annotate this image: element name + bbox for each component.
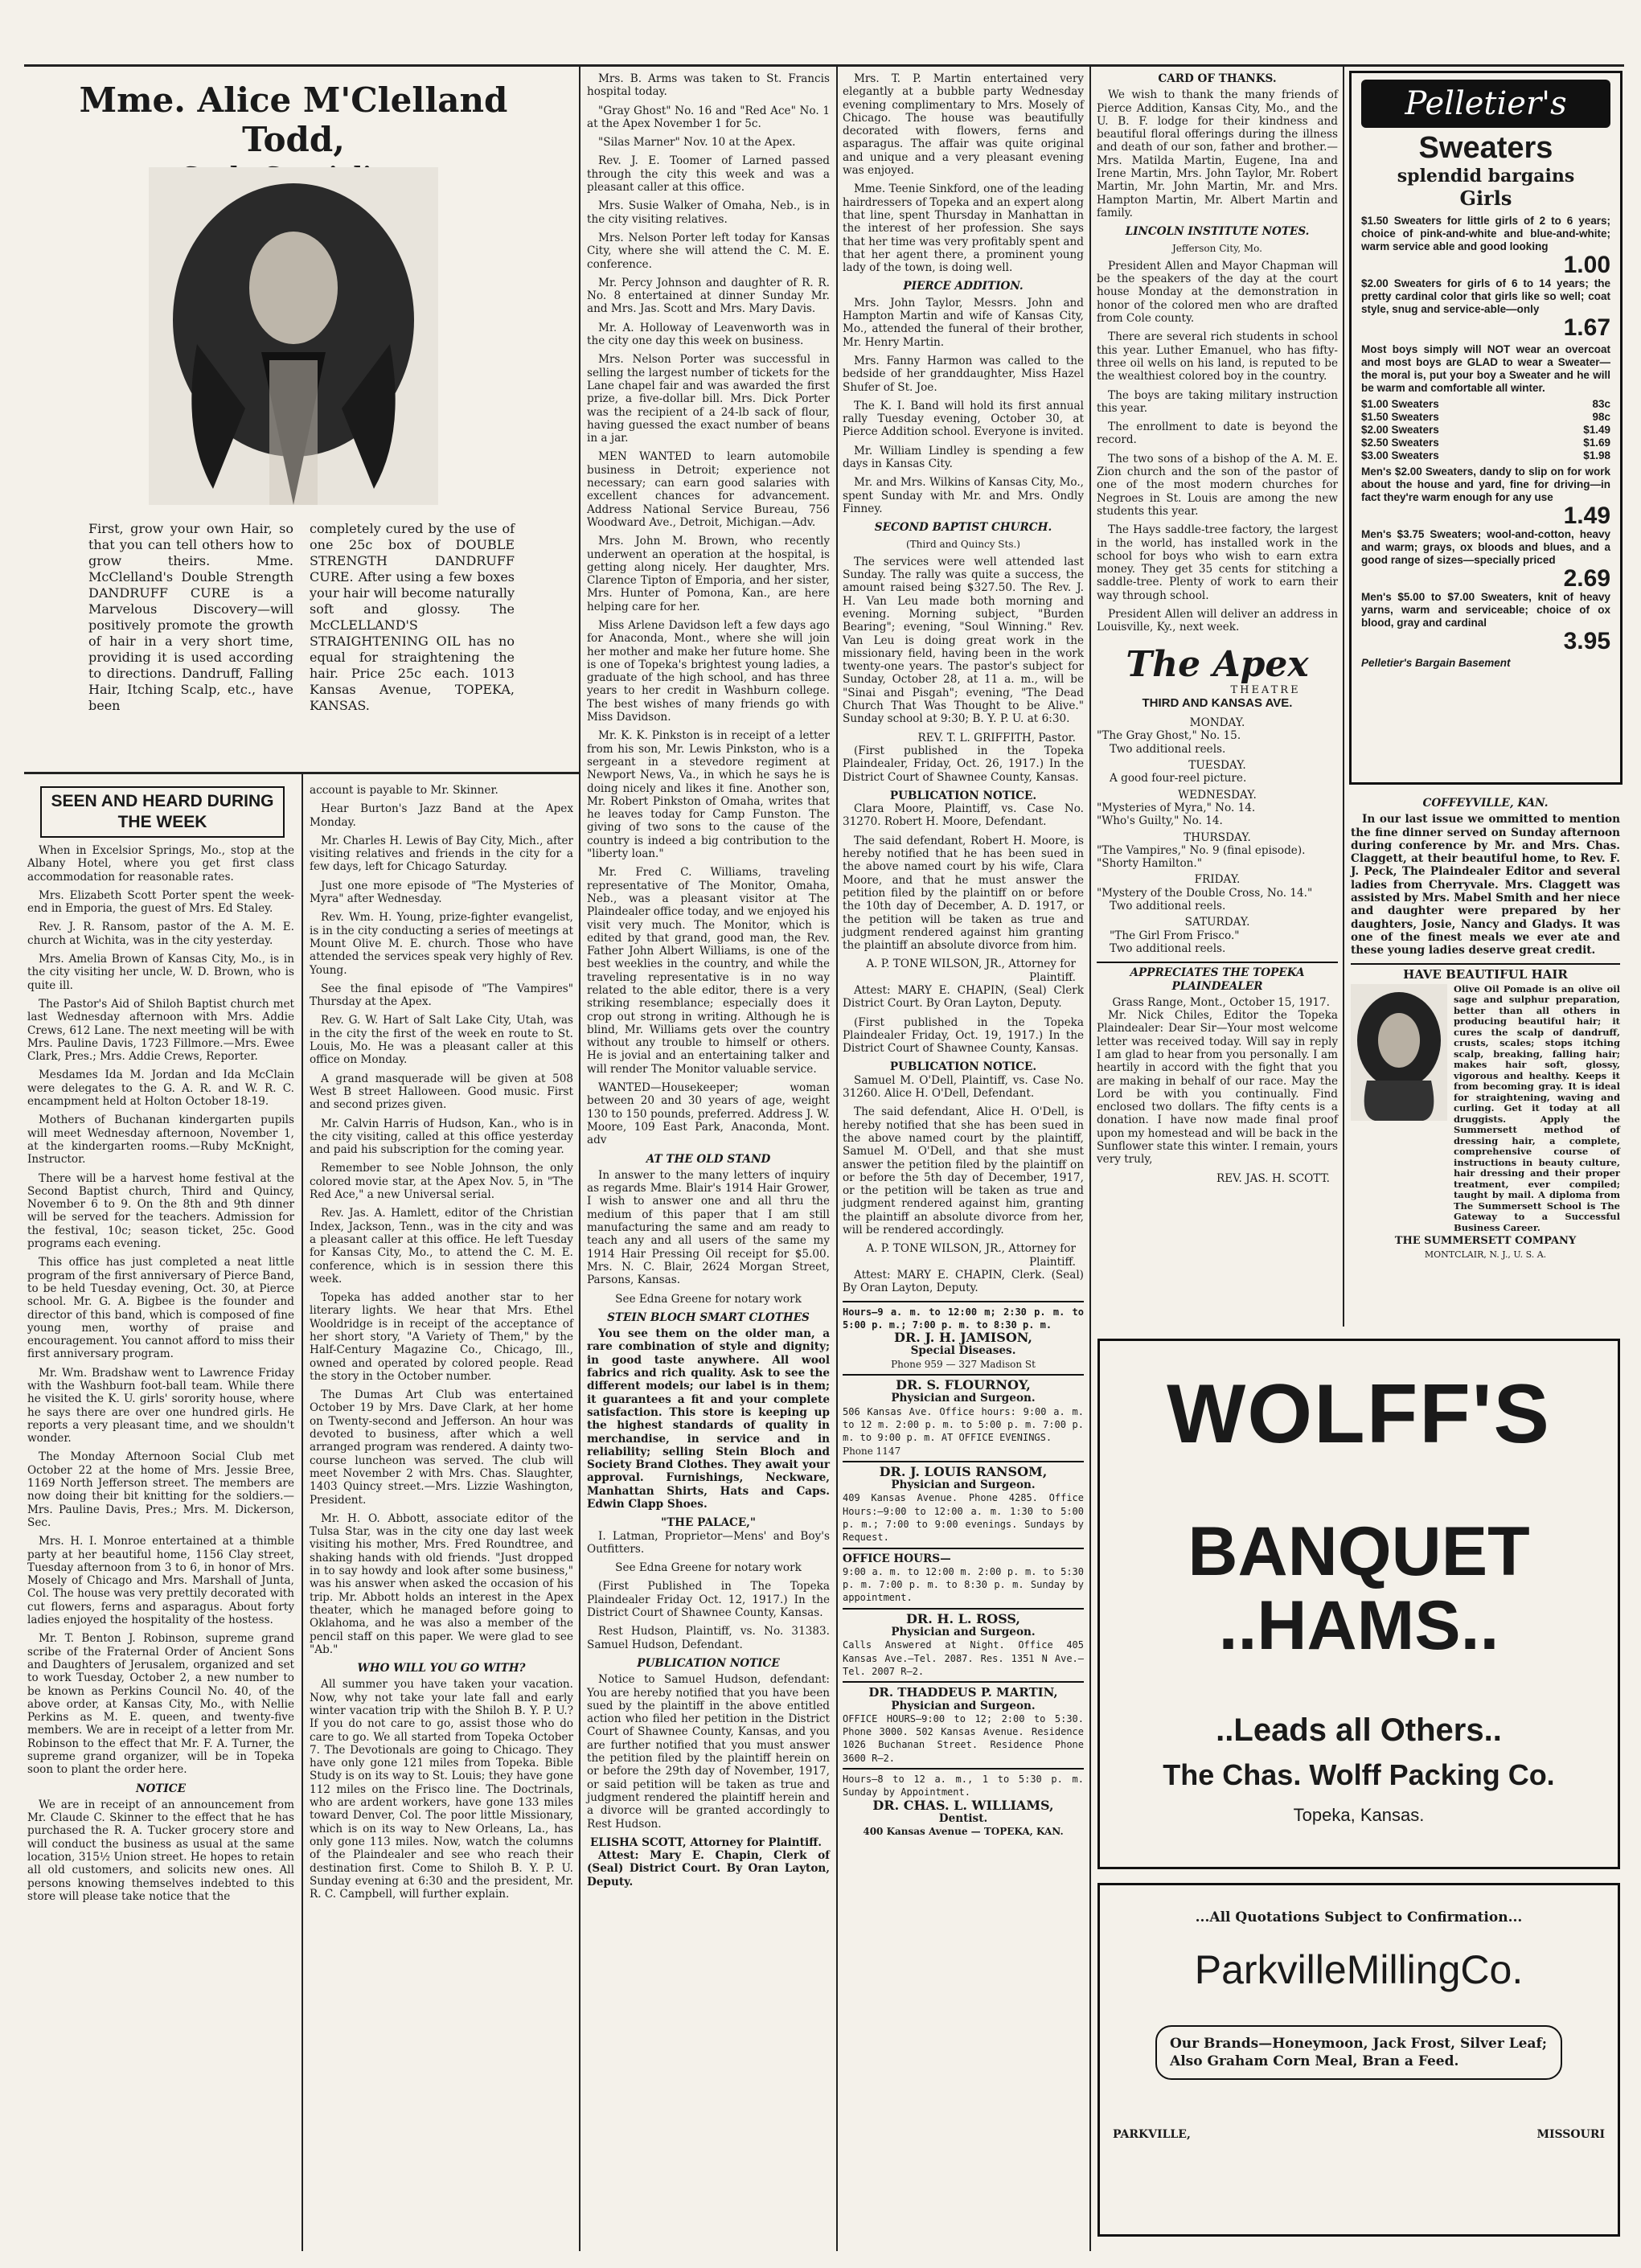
hair-ad-company: THE SUMMERSETT COMPANY xyxy=(1394,1235,1577,1248)
news-item: Mr. Wm. Bradshaw went to Lawrence Friday with the Washburn foot-ball team. While there he visited the K. U. girls' sorority house, where he says there are over one hundred girls. He reports a very pleasant time, and we shouldn't wonder. xyxy=(27,1366,294,1446)
odell-parties: Samuel M. O'Dell, Plaintiff, vs. Case No. 31260. Alice H. O'Dell, Defendant. xyxy=(843,1073,1084,1101)
old-stand-text: In answer to the many letters of inquiry as regards Mme. Blair's 1914 Hair Grower, I wish to answer one and all thru the medium of this paper that I am still manufacturing the same and am ready to teach any and all users of the same my 1914 Hair Pressing Oil receipt for $5.00. Mrs. N. C. Blair, 2624 Morgan Street, Parsons, Kansas. xyxy=(587,1168,830,1287)
hudson-attest: Attest: Mary E. Chapin, Clerk of (Seal) District Court. By Oran Layton, Deputy. xyxy=(587,1849,830,1889)
pelletier-ad xyxy=(1349,71,1623,785)
doctor-card xyxy=(843,1768,1084,1838)
pierce-item: Mrs. Fanny Harmon was called to the bedside of her granddaughter, Miss Hazel Shufer of St. Joe. xyxy=(843,354,1084,394)
thanks-heading: CARD OF THANKS. xyxy=(1158,72,1277,85)
hudson-parties: Rest Hudson, Plaintiff, vs. No. 31383. Samuel Hudson, Defendant. xyxy=(587,1625,830,1651)
column-3 xyxy=(587,72,830,1894)
price-value: 98c xyxy=(1592,411,1610,423)
news-item: Mr. K. K. Pinkston is in receipt of a letter from his son, Mr. Lewis Pinkston, who is a sergeant in a stevedore regiment at Newport News, Va., in which he says he is doing nicely and likes it fine. Another son, Mr. Robert Pinkston of Omaha, writes that he leaves today for Camp Funston. The giving of two sons to the cause of the country is indeed a big contribution to the "liberty loan." xyxy=(587,729,830,861)
pierce-item: Mr. William Lindley is spending a few days in Kansas City. xyxy=(843,444,1084,471)
moore-pub: (First published in the Topeka Plaindealer, Friday, Oct. 26, 1917.) In the District Court of Shawnee County, Kansas. xyxy=(843,744,1084,784)
news-item: The Pastor's Aid of Shiloh Baptist church met last Wednesday afternoon with Mrs. Addie Crews, 612 Lane. The next meeting will be with Mrs. Pauline Davis, 1723 Fillmore.—Mrs. Ewee Clark, Pres.; Mrs. Addie Crews, Reporter. xyxy=(27,997,294,1064)
price-row xyxy=(1361,398,1610,411)
doctor-card xyxy=(843,1548,1084,1605)
apex-line: "Who's Guilty," No. 14. xyxy=(1097,814,1223,828)
who-will-heading: WHO WILL YOU GO WITH? xyxy=(357,1662,526,1675)
price-row xyxy=(1361,437,1610,449)
doctor-name: OFFICE HOURS— xyxy=(843,1552,951,1565)
pierce-heading: PIERCE ADDITION. xyxy=(903,280,1024,293)
stein-bloch-text: You see them on the older man, a rare combination of style and dignity; in good taste anywhere. All wool fabrics and rich quality. Ask to see the different models; our label is in them; it guarantees a fit and your complete satisfaction. This store is keeping up the highest standards of quality in merchandise, in service and in reliability; selling Stein Bloch and Society Brand Clothes. They await your approval. Furnishings, Neckware, Manhattan Shirts, Hats and Caps. Edwin Clapp Shoes. xyxy=(587,1327,830,1511)
doctor-card xyxy=(843,1608,1084,1678)
second-baptist-sub: (Third and Quincy Sts.) xyxy=(905,538,1020,550)
doctor-title: Physician and Surgeon. xyxy=(891,1626,1036,1639)
hudson-pub: (First Published in The Topeka Plaindealer Friday Oct. 12, 1917.) In the District Court of Shawnee County, Kansas. xyxy=(587,1580,830,1620)
lincoln-item: President Allen will deliver an address in Louisville, Ky., next week. xyxy=(1097,607,1338,634)
news-item: Rev. J. E. Toomer of Larned passed through the city this week and was a pleasant caller at this office. xyxy=(587,154,830,195)
notice-heading: NOTICE xyxy=(136,1782,186,1795)
hudson-heading: PUBLICATION NOTICE xyxy=(637,1656,780,1670)
doctor-card xyxy=(843,1301,1084,1371)
price-list xyxy=(1361,398,1610,462)
apex-line: "Mysteries of Myra," No. 14. xyxy=(1097,801,1256,814)
woman-portrait-image xyxy=(1351,984,1447,1121)
thanks-text: We wish to thank the many friends of Pierce Addition, Kansas City, Mo., and the U. B. F. lodge for their kindness and beautiful floral offerings during the illness and death of our son, father and brother.—Mrs. Matilda Martin, Eugene, Ina and Irene Martin, Mrs. John Taylor, Mr. Robert Martin, Mr. John Martin, Mr. and Mrs. Hampton Martin, Mr. Albert Martin and family. xyxy=(1097,88,1338,219)
news-item: Rev. J. R. Ransom, pastor of the A. M. E. church at Wichita, was in the city yesterday. xyxy=(27,921,294,947)
wolff-tag: ..Leads all Others.. xyxy=(1216,1712,1502,1748)
portrait-image xyxy=(149,167,438,505)
news-item: WANTED—Housekeeper; woman between 20 and 30 years of age, weight 130 to 150 pounds, preferred. Address J. W. Moore, 109 East Park, Anaconda, Mont. adv xyxy=(587,1081,830,1147)
top-rule xyxy=(24,64,1624,67)
pierce-item: The K. I. Band will hold its first annual rally Tuesday evening, October 30, at Pierce Addition school. Everyone is invited. xyxy=(843,399,1084,439)
news-item: The Dumas Art Club was entertained October 19 by Mrs. Dave Clark, at her home on Twenty-second and Jefferson. An hour was devoted to business, after which a well arranged program was rendered. A dainty two-course luncheon was served. The club will meet November 2 with Mrs. Chas. Slaughter, 1403 Quincy street.—Mrs. Lizzie Washington, President. xyxy=(310,1388,573,1507)
doctor-title: Dentist. xyxy=(938,1811,988,1825)
todd-left-text: First, grow your own Hair, so that you can tell others how to grow theirs. Mme. McClelland's Double Strength DANDRUFF CURE is a Marvelous Discovery—will positively promote the growth of hair in a very short time, providing it is used according to directions. Dandruff, Falling Hair, Itching Scalp, etc., have been xyxy=(88,521,293,713)
doctor-hours: 506 Kansas Ave. Office hours: 9:00 a. m. to 12 m. 2:00 p. m. to 5:00 p. m. 7:00 p. m. to 9:00 p. m. AT OFFICE EVENINGS. xyxy=(843,1405,1084,1444)
news-item: A grand masquerade will be given at 508 West B street Halloween. Good music. First and second prizes given. xyxy=(310,1072,573,1112)
hudson-attorney: ELISHA SCOTT, Attorney for Plaintiff. xyxy=(589,1835,822,1849)
column-4 xyxy=(843,72,1084,1839)
news-item: Mothers of Buchanan kindergarten pupils will meet Wednesday afternoon, November 1, at the kindergarten rooms.—Ruby McKnight, Instructor. xyxy=(27,1113,294,1167)
apex-line: "The Vampires," No. 9 (final episode). xyxy=(1097,843,1306,857)
doctor-hours: Calls Answered at Night. Office 405 Kansas Ave.—Tel. 2087. Res. 1351 N Ave.—Tel. 2007 R—2. xyxy=(843,1639,1084,1677)
second-baptist-sig: REV. T. L. GRIFFITH, Pastor. xyxy=(917,731,1076,744)
news-item: Mrs. Susie Walker of Omaha, Neb., is in the city visiting relatives. xyxy=(587,199,830,226)
apex-address: THIRD AND KANSAS AVE. xyxy=(1142,695,1293,710)
price-row xyxy=(1361,424,1610,437)
doctor-title: Special Diseases. xyxy=(910,1344,1016,1358)
pelletier-price: 1.67 xyxy=(1563,314,1610,341)
apex-theatre: THEATRE xyxy=(1230,683,1301,696)
price-row xyxy=(1361,411,1610,424)
price-label: $3.00 Sweaters xyxy=(1361,449,1439,461)
col-rule-3 xyxy=(1089,64,1091,2251)
price-label: $1.50 Sweaters xyxy=(1361,411,1439,423)
doctor-name: DR. J. H. JAMISON, xyxy=(894,1330,1032,1346)
col-rule-1 xyxy=(579,64,581,2251)
pelletier-price: 1.00 xyxy=(1563,252,1610,278)
doctor-name: DR. H. L. ROSS, xyxy=(906,1610,1020,1626)
pelletier-price: 1.49 xyxy=(1563,502,1610,529)
news-item: Just one more episode of "The Mysteries of Myra" after Wednesday. xyxy=(310,879,573,906)
news-item: Mrs. Elizabeth Scott Porter spent the week-end in Emporia, the guest of Mrs. Ed Staley. xyxy=(27,888,294,916)
hair-ad xyxy=(1351,963,1620,1261)
news-item: Mr. A. Holloway of Leavenworth was in the city one day this week on business. xyxy=(587,321,830,348)
price-value: $1.49 xyxy=(1583,424,1610,436)
price-value: $1.69 xyxy=(1583,437,1610,449)
doctor-title: Physician and Surgeon. xyxy=(891,1699,1036,1712)
parkville-city: PARKVILLE, xyxy=(1113,2128,1191,2141)
pelletier-price: 3.95 xyxy=(1563,628,1610,654)
hudson-text: Notice to Samuel Hudson, defendant: You are hereby notified that you have been sued by the plaintiff in the above entitled action who filed her petition in the District Court of Shawnee County, Kansas, and you are further notified that you must answer the petition filed by the plaintiff herein on or before the 29th day of November, 1917, or said petition will be taken as true and judgment rendered the plaintiff herein and a divorce will be granted accordingly to Rest Hudson. xyxy=(587,1673,830,1831)
second-baptist-heading: SECOND BAPTIST CHURCH. xyxy=(874,521,1052,535)
doctor-contact: Phone 1147 xyxy=(843,1445,901,1457)
parkville-brands: Our Brands—Honeymoon, Jack Frost, Silver Leaf; Also Graham Corn Meal, Bran a Feed. xyxy=(1155,2025,1562,2080)
col-rule-2 xyxy=(836,64,838,2251)
old-stand-notary: See Edna Greene for notary work xyxy=(615,1292,802,1306)
news-item: Mrs. Nelson Porter left today for Kansas City, where she will attend the C. M. E. conference. xyxy=(587,231,830,271)
palace-store: "THE PALACE," xyxy=(660,1516,756,1530)
wolff-line2: ..HAMS.. xyxy=(1218,1587,1499,1664)
moore-attest: Attest: MARY E. CHAPIN, (Seal) Clerk District Court. By Oran Layton, Deputy. xyxy=(843,984,1084,1011)
doctor-contact: Phone 959 — 327 Madison St xyxy=(891,1358,1036,1370)
apex-day: MONDAY. xyxy=(1189,716,1245,730)
doctor-hours: 409 Kansas Avenue. Phone 4285. Office Hours:—9:00 to 12:00 a. m. 1:30 to 5:00 p. m.; 7:00 to 9:00 evenings. Sundays by Request. xyxy=(843,1492,1084,1544)
moore-heading: PUBLICATION NOTICE. xyxy=(889,789,1037,802)
price-row xyxy=(1361,449,1610,462)
price-label: $2.00 Sweaters xyxy=(1361,424,1439,436)
hair-ad-city: MONTCLAIR, N. J., U. S. A. xyxy=(1424,1249,1547,1260)
news-item: Miss Arlene Davidson left a few days ago for Anaconda, Mont., where she will join her mother and make her future home. She is one of Topeka's brightest young ladies, a graduate of the high school, and has three years to her credit in Washburn college. The best wishes of many friends go with Miss Davidson. xyxy=(587,618,830,724)
pelletier-headline: Sweaters xyxy=(1418,131,1553,165)
doctor-title: Physician and Surgeon. xyxy=(891,1392,1036,1405)
col-rule-4 xyxy=(1343,64,1344,1327)
pelletier-item: $1.50 Sweaters for little girls of 2 to 6 years; choice of pink-and-white and blue-and-white; warm service able and good looking xyxy=(1361,215,1610,252)
apex-schedule xyxy=(1097,716,1338,955)
lincoln-item: The boys are taking military instruction this year. xyxy=(1097,388,1338,415)
wolff-brand: WOLFF'S xyxy=(1167,1368,1551,1461)
odell-attest: Attest: MARY E. CHAPIN, Clerk. (Seal) By Oran Layton, Deputy. xyxy=(843,1268,1084,1295)
news-item: Mr. T. Benton J. Robinson, supreme grand scribe of the Fraternal Order of Ancient Sons and Daughters of Jerusalem, organized and set to work Tuesday, October 2, a new number to be known as Perkins Council No. 40, of the above order, at Kansas City, Mo., with Nellie Perkins as M. E. queen, and twenty-five members. We are in receipt of a letter from Mr. Robinson to the effect that Mr. F. A. Turner, the supreme grand organizer, will be in Topeka soon to plant the order here. xyxy=(27,1632,294,1777)
old-stand-heading: AT THE OLD STAND xyxy=(646,1152,771,1166)
apex-logo: The Apex xyxy=(1126,643,1309,685)
second-baptist-text: The services were well attended last Sunday. The rally was quite a success, the amount raised being $327.50. The Rev. J. H. Van Leu made both morning and evening. Morning subject, "Burden Bearing"; evening, "Soul Winning." Rev. Van Leu is doing great work in the missionary field, having been in the work twenty-one years. The pastor's subject for Sunday, October 28, at 11 a. m., will be "Sinai and Pisgah"; evening, "The Dead Church That Was Thought to be Alive." Sunday school at 9:30; B. Y. P. U. at 6:30. xyxy=(843,555,1084,726)
parkville-top: ...All Quotations Subject to Confirmation... xyxy=(1195,1909,1523,1926)
news-item: Mrs. John M. Brown, who recently underwent an operation at the hospital, is getting along nicely. Her daughter, Mrs. Clarence Tipton of Emporia, and her sister, Mrs. Hunter of Pomona, Kan., are here helping care for her. xyxy=(587,535,830,613)
news-item: Mesdames Ida M. Jordan and Ida McClain were delegates to the G. A. R. and W. R. C. encampment held at Holton October 18-19. xyxy=(27,1068,294,1109)
todd-ad xyxy=(24,71,563,770)
appreciates-heading: APPRECIATES THE TOPEKA PLAINDEALER xyxy=(1130,966,1305,993)
price-label: $1.00 Sweaters xyxy=(1361,398,1439,410)
column-5 xyxy=(1097,72,1338,1185)
lincoln-sub: Jefferson City, Mo. xyxy=(1172,242,1262,254)
lincoln-item: The Hays saddle-tree factory, the largest in the world, has installed work in the school for boys who wish to earn extra money. They get 35 cents for stitching a saddle-tree. Plenty of work to earn their way through school. xyxy=(1097,523,1338,602)
pelletier-footer: Pelletier's Bargain Basement xyxy=(1361,657,1511,669)
news-item: Mr. H. O. Abbott, associate editor of the Tulsa Star, was in the city one day last week visiting his mother, Mrs. Fred Roundtree, and shaking hands with old friends. "Just dropped in to say howdy and look after some business," was his answer when asked the occasion of his trip. Mr. Abbott holds an interest in the Apex theater, which he managed before going to Oklahoma, and he was also a member of the pencil staff on this paper. We were glad to see "Ab." xyxy=(310,1511,573,1656)
lincoln-heading: LINCOLN INSTITUTE NOTES. xyxy=(1125,225,1310,239)
news-item: There will be a harvest home festival at the Second Baptist church, Third and Quincy, November 6 to 9. On the 8th and 9th dinner will be served for the teachers. Admission for the festival, 10c; season ticket, 25c. Good programs each evening. xyxy=(27,1171,294,1251)
pelletier-men: Men's $2.00 Sweaters, dandy to slip on for work about the house and yard, fine for driving—in fact they're warm enough for any use xyxy=(1361,465,1610,503)
odell-attorney: A. P. TONE WILSON, JR., Attorney for Plaintiff. xyxy=(866,1242,1076,1269)
todd-title: Mme. Alice M'Clelland Todd, xyxy=(79,80,508,159)
news-item: This office has just completed a neat little program of the first anniversary of Pierce Band, to be held Tuesday evening, Oct. 30, at Pierce school. Mr. G. A. Bigbee is the founder and director of this band, which is composed of fine young men, worthy of praise and encouragement. You cannot afford to miss their first anniversary program. xyxy=(27,1256,294,1361)
price-label: $2.50 Sweaters xyxy=(1361,437,1439,449)
pelletier-sub2: Girls xyxy=(1459,187,1512,210)
doctor-name: DR. CHAS. L. WILLIAMS, xyxy=(872,1797,1054,1813)
news-item: account is payable to Mr. Skinner. xyxy=(310,784,498,797)
doctor-card xyxy=(843,1374,1084,1458)
news-item: MEN WANTED to learn automobile business in Detroit; experience not necessary; can earn good salaries with excellent chances for advancement. Address National Service Bureau, 756 Woodward Ave., Detroit, Michigan.—Adv. xyxy=(587,450,830,529)
apex-line: "Mystery of the Double Cross, No. 14." xyxy=(1097,886,1313,900)
who-will-text: All summer you have taken your vacation. Now, why not take your late fall and early winter vacation trip with the Shiloh B. Y. P. U.? If you do not care to go, assist those who do care to go. We all started from Topeka October 7. The Devotionals are going to Chicago. They have only gone 121 miles from Topeka. Bible Study is on its way to St. Louis; they have gone 112 miles on the Frisco line. The Doctrinals, who are ardent workers, have gone 133 miles toward Denver, Col. The poor little Missionary, which is on its way to New Orleans, La., has only gone 113 miles. Now, watch the columns of the Plaindealer and see who reach their destination first. Come to Shiloh B. Y. P. U. Sunday evening at 6:30 and the president, Mr. R. C. Campbell, will further explain. xyxy=(310,1678,573,1901)
pelletier-men: Men's $5.00 to $7.00 Sweaters, knit of heavy yarns, warm and serviceable; choice of ox blood, gray and cardinal xyxy=(1361,591,1610,629)
moore-parties: Clara Moore, Plaintiff, vs. Case No. 31270. Robert H. Moore, Defendant. xyxy=(843,802,1084,829)
wolff-city: Topeka, Kansas. xyxy=(1293,1805,1425,1825)
apex-line: "The Girl From Frisco." xyxy=(1110,929,1240,942)
news-item: Rev. Jas. A. Hamlett, editor of the Christian Index, Jackson, Tenn., was in the city and was a pleasant caller at this office. He left Tuesday for Kansas City, Mo., to attend the C. M. E. conference, which is in session there this week. xyxy=(310,1207,573,1286)
doctor-name: DR. J. LOUIS RANSOM, xyxy=(879,1463,1048,1479)
appreciates-sig: REV. JAS. H. SCOTT. xyxy=(1216,1171,1330,1185)
apex-day: THURSDAY. xyxy=(1184,831,1251,844)
news-item: Mrs. Amelia Brown of Kansas City, Mo., is in the city visiting her uncle, W. D. Brown, who is quite ill. xyxy=(27,953,294,992)
news-item: "Gray Ghost" No. 16 and "Red Ace" No. 1 at the Apex November 1 for 5c. xyxy=(587,104,830,130)
hair-ad-title: HAVE BEAUTIFUL HAIR xyxy=(1403,966,1568,982)
pelletier-item: $2.00 Sweaters for girls of 6 to 14 years; the pretty cardinal color that girls like so well; coat style, snug and service-able—only xyxy=(1361,277,1610,315)
notice-text: We are in receipt of an announcement from Mr. Claude C. Skinner to the effect that he has purchased the R. A. Tucker grocery store and will conduct the business as usual at the same location, 315½ Union street. He hopes to retain all old customers, and solicits new ones. All persons knowing themselves indebted to this store will please take notice that the xyxy=(27,1798,294,1903)
price-value: 83c xyxy=(1592,398,1610,410)
pierce-item: Mr. and Mrs. Wilkins of Kansas City, Mo., spent Sunday with Mr. and Mrs. Ondly Finney. xyxy=(843,476,1084,515)
col-rule-0 xyxy=(302,774,303,2251)
news-item: Hear Burton's Jazz Band at the Apex Monday. xyxy=(310,802,573,829)
apex-line: "The Gray Ghost," No. 15. xyxy=(1097,729,1241,743)
doctor-hours: Hours—8 to 12 a. m., 1 to 5:30 p. m. Sunday by Appointment. xyxy=(843,1774,1084,1798)
parkville-name: ParkvilleMillingCo. xyxy=(1194,1947,1524,1992)
apex-day: WEDNESDAY. xyxy=(1178,788,1257,802)
parkville-state: MISSOURI xyxy=(1536,2128,1605,2141)
news-item: When in Excelsior Springs, Mo., stop at the Albany Hotel, where you get first class accommodation for reasonable rates. xyxy=(27,844,294,884)
news-item: Mr. Percy Johnson and daughter of R. R. No. 8 entertained at dinner Sunday Mr. and Mrs. Jas. Scott and Mrs. Mary Davis. xyxy=(587,276,830,316)
doctor-name: DR. THADDEUS P. MARTIN, xyxy=(868,1685,1058,1700)
news-item: Topeka has added another star to her literary lights. We hear that Mrs. Ethel Wooldridge is in receipt of the acceptance of her short story, "A Variety of Them," by the Half-Century Magazine Co., Chicago, Ill., owned and operated by colored people. Read the story in the October number. xyxy=(310,1291,573,1383)
todd-right-text: completely cured by the use of one 25c box of DOUBLE STRENGTH DANDRUFF CURE. After using a few boxes your hair will become naturally soft and glossy. The McCLELLAND'S STRAIGHTENING OIL has no equal for straightening the hair. Price 25c each. 1013 Kansas Avenue, TOPEKA, KANSAS. xyxy=(310,521,515,713)
newspaper-page xyxy=(24,64,1624,2251)
apex-day: TUESDAY. xyxy=(1188,759,1246,773)
pierce-item: Mrs. John Taylor, Messrs. John and Hampton Martin and wife of Kansas City, Mo., attended the funeral of their brother, Mr. Henry Martin. xyxy=(843,296,1084,349)
apex-line: A good four-reel picture. xyxy=(1110,772,1247,785)
lincoln-item: There are several rich students in school this year. Luther Emanuel, who has fifty-three oil wells on his land, is reputed to be the wealthiest colored boy in the country. xyxy=(1097,330,1338,383)
doctor-contact: 400 Kansas Avenue — TOPEKA, KAN. xyxy=(863,1826,1064,1838)
parkville-ad xyxy=(1097,1883,1620,2237)
news-item: Mr. Fred C. Williams, traveling representative of The Monitor, Omaha, Neb., was a pleasant visitor at The Plaindealer office today, and we enjoyed his visit very much. The Monitor, which is edited by that grand, good man, the Rev. Father John Albert Williams, is one of the best weeklies in the country, and while the traveling representative is in no way related to the able editor, there is a very striking resemblance; especially does it crop out strong in writing. Although he is blind, Mr. Williams gets over the country without any trouble to himself or others. He is jovial and an entertaining talker and will render The Monitor valuable service. xyxy=(587,866,830,1076)
appreciates-text: Mr. Nick Chiles, Editor the Topeka Plaindealer: Dear Sir—Your most welcome letter was received today. Will say in reply I am glad to hear from you personally. I am heartily in accord with the fight that you are making in behalf of our race. May the Lord be with you continually. Find enclosed two dollars. The fifty cents is a donation. I have now made final proof upon my homestead and will be back in the Sunflower state this winter. I remain, yours very truly, xyxy=(1097,1009,1338,1167)
news-item: Mrs. T. P. Martin entertained very elegantly at a bubble party Wednesday evening complimentary to Mrs. Mosely of Chicago. The house was beautifully decorated with flowers, ferns and asparagus. The affair was quite original and unique and a very pleasant evening was enjoyed. xyxy=(843,72,1084,178)
doctor-hours: 9:00 a. m. to 12:00 m. 2:00 p. m. to 5:30 p. m. 7:00 p. m. to 8:30 p. m. Sunday by appointment. xyxy=(843,1565,1084,1604)
moore-attorney: A. P. TONE WILSON, JR., Attorney for Plaintiff. xyxy=(866,958,1076,984)
pelletier-boys: Most boys simply will NOT wear an overcoat and most boys are GLAD to wear a Sweater—the moral is, put your boy a Sweater and he will be warm and comfortable all winter. xyxy=(1361,343,1610,394)
seen-heard-title: SEEN AND HEARD DURING THE WEEK xyxy=(51,792,274,831)
news-item: See the final episode of "The Vampires" Thursday at the Apex. xyxy=(310,982,573,1009)
news-item: Mme. Teenie Sinkford, one of the leading hairdressers of Topeka and an expert along that line, spent Thursday in Manhattan in the interest of her profession. She says that her time was very profitably spent and that her agent there, a prominent young lady of the town, is doing well. xyxy=(843,183,1084,275)
news-item: The Monday Afternoon Social Club met October 22 at the home of Mrs. Jessie Bree, 1169 North Jefferson street. The members are now doing their bit knitting for the soldiers.—Mrs. Pauline Davis, Pres.; Mrs. M. Dickerson, Sec. xyxy=(27,1450,294,1529)
news-item: Mrs. B. Arms was taken to St. Francis hospital today. xyxy=(587,72,830,99)
apex-line: Two additional reels. xyxy=(1110,742,1226,756)
odell-pub: (First published in the Topeka Plaindealer Friday, Oct. 19, 1917.) In the District Court of Shawnee County, Kansas. xyxy=(843,1015,1084,1056)
news-item: Mrs. H. I. Monroe entertained at a thimble party at her beautiful home, 1156 Clay street, Tuesday afternoon from 3 to 6, in honor of Mrs. Mosely of Chicago and Mrs. Marshall of Junta, Col. The house was very prettily decorated with cut flowers, ferns and asparagus. About forty ladies enjoyed the hospitality of the hostess. xyxy=(27,1535,294,1627)
doctor-card xyxy=(843,1681,1084,1765)
apex-line: Two additional reels. xyxy=(1110,941,1226,955)
doctor-hours: Hours—9 a. m. to 12:00 m; 2:30 p. m. to 5:00 p. m.; 7:00 p. m. to 8:30 p. m. xyxy=(843,1306,1084,1331)
palace-owner: I. Latman, Proprietor—Mens' and Boy's Outfitters. xyxy=(587,1529,830,1556)
coffeyville-heading: COFFEYVILLE, KAN. xyxy=(1422,797,1549,810)
appreciates-sub: Grass Range, Mont., October 15, 1917. xyxy=(1112,995,1330,1009)
apex-line: "Shorty Hamilton." xyxy=(1097,857,1202,871)
wolff-line1: BANQUET xyxy=(1188,1513,1530,1590)
news-item: Rev. Wm. H. Young, prize-fighter evangelist, is in the city conducting a series of meetings at Mount Olive M. E. church. Those who have attended the services speak very highly of Rev. Young. xyxy=(310,911,573,977)
coffeyville-text: In our last issue we ommitted to mention the fine dinner served on Sunday afternoon during conference by Mr. and Mrs. Chas. Claggett, at their beautiful home, to Rev. F. J. Peck, The Plaindealer Editor and several ladies from Cherryvale. Mrs. Claggett was assisted by Mrs. Mabel Smith and her niece and daughter were prepared by her daughters, Josie, Nancy and Gladys. It was one of the finest meals we ever ate and these young ladies deserve great credit. xyxy=(1351,813,1620,958)
column-6 xyxy=(1351,792,1620,1261)
hair-ad-text: Olive Oil Pomade is an olive oil sage and sulphur preparation, better than all others in producing beautiful hair; it cures the scalp of dandruff, crusts, scales; stops itching scalp, breaking, falling hair; makes hair soft, glossy, vigorous and healthy. Keeps it from becoming gray. It is ideal for straightening, waving and curling. Get it today at all druggists. Apply the Summersett method of dressing hair, a complete, comprehensive course of instructions in beauty culture, hair dressing and their proper treatment, ever compiled; taught by mail. A diploma from The Summersett School is The Gateway to a Successful Business Career. xyxy=(1454,982,1620,1233)
lincoln-item: President Allen and Mayor Chapman will be the speakers of the day at the court house Monday at the demonstration in honor of the colored men who are drafted from Cole county. xyxy=(1097,259,1338,326)
seen-heard-header xyxy=(40,786,285,838)
column-1 xyxy=(27,844,294,1909)
doctor-title: Physician and Surgeon. xyxy=(891,1479,1036,1492)
stein-bloch-heading: STEIN BLOCH SMART CLOTHES xyxy=(607,1310,810,1324)
lincoln-item: The two sons of a bishop of the A. M. E. Zion church and the son of the pastor of one of the most modern churches for Negroes in St. Louis are among the new students this year. xyxy=(1097,452,1338,518)
apex-line: Two additional reels. xyxy=(1110,900,1226,913)
doctor-card xyxy=(843,1461,1084,1544)
news-item: Mr. Charles H. Lewis of Bay City, Mich., after visiting relatives and friends in the city for a few days, left for Chicago Saturday. xyxy=(310,834,573,874)
stein-notary: See Edna Greene for notary work xyxy=(615,1561,802,1575)
pelletier-sub: splendid bargains xyxy=(1397,166,1575,187)
news-item: Mrs. Nelson Porter was successful in selling the largest number of tickets for the Lane chapel fair and was awarded the first prize, a five-dollar bill. Mrs. Dick Porter was the recipient of a 24-lb sack of flour, having guessed the exact number of beans in a jar. xyxy=(587,353,830,445)
odell-heading: PUBLICATION NOTICE. xyxy=(889,1060,1037,1074)
column-2 xyxy=(310,784,573,1906)
news-item: "Silas Marner" Nov. 10 at the Apex. xyxy=(598,136,796,150)
moore-text: The said defendant, Robert H. Moore, is hereby notified that he has been sued in the above named court by his wife, Clara Moore, and that he must answer the petition filed by the plaintiff on or before the 10th day of December, A. D. 1917, or the petition will be taken as true and judgment rendered against him granting the plaintiff an absolute divorce from him. xyxy=(843,834,1084,953)
doctor-hours: OFFICE HOURS—9:00 to 12; 2:00 to 5:30. Phone 3000. 502 Kansas Avenue. Residence 1026 Buchanan Street. Residence Phone 3600 R—2. xyxy=(843,1712,1084,1764)
wolff-company: The Chas. Wolff Packing Co. xyxy=(1163,1758,1555,1791)
odell-text: The said defendant, Alice H. O'Dell, is hereby notified that she has been sued in the above named court by the plaintiff, Samuel M. O'Dell, and that she must answer the petition filed by the plaintiff on or before the 5th day of December, 1917, or the petition will be taken as true and judgment rendered against him, granting the plaintiff an absolute divorce from her, will be rendered accordingly. xyxy=(843,1105,1084,1237)
pelletier-logo: Pelletier's xyxy=(1361,80,1610,128)
pelletier-price: 2.69 xyxy=(1563,565,1610,592)
apex-day: FRIDAY. xyxy=(1194,873,1241,887)
wolff-ad xyxy=(1097,1339,1620,1869)
price-value: $1.98 xyxy=(1583,449,1610,461)
news-item: Mr. Calvin Harris of Hudson, Kan., who is in the city visiting, called at this office yesterday and paid his subscription for the coming year. xyxy=(310,1117,573,1157)
apex-day: SATURDAY. xyxy=(1184,916,1250,929)
doctor-name: DR. S. FLOURNOY, xyxy=(896,1377,1031,1393)
apex-ad xyxy=(1097,643,1338,711)
news-item: Rev. G. W. Hart of Salt Lake City, Utah, was in the city the first of the week en route to St. Louis, Mo. He was a pleasant caller at this office on Monday. xyxy=(310,1014,573,1067)
appreciates-section xyxy=(1097,962,1338,1185)
news-item: Remember to see Noble Johnson, the only colored movie star, at the Apex Nov. 5, in "The Red Ace," a new Universal serial. xyxy=(310,1162,573,1202)
lincoln-item: The enrollment to date is beyond the record. xyxy=(1097,420,1338,447)
pelletier-men: Men's $3.75 Sweaters; wool-and-cotton, heavy and warm; grays, ox bloods and blues, and a good range of sizes—specially priced xyxy=(1361,528,1610,566)
